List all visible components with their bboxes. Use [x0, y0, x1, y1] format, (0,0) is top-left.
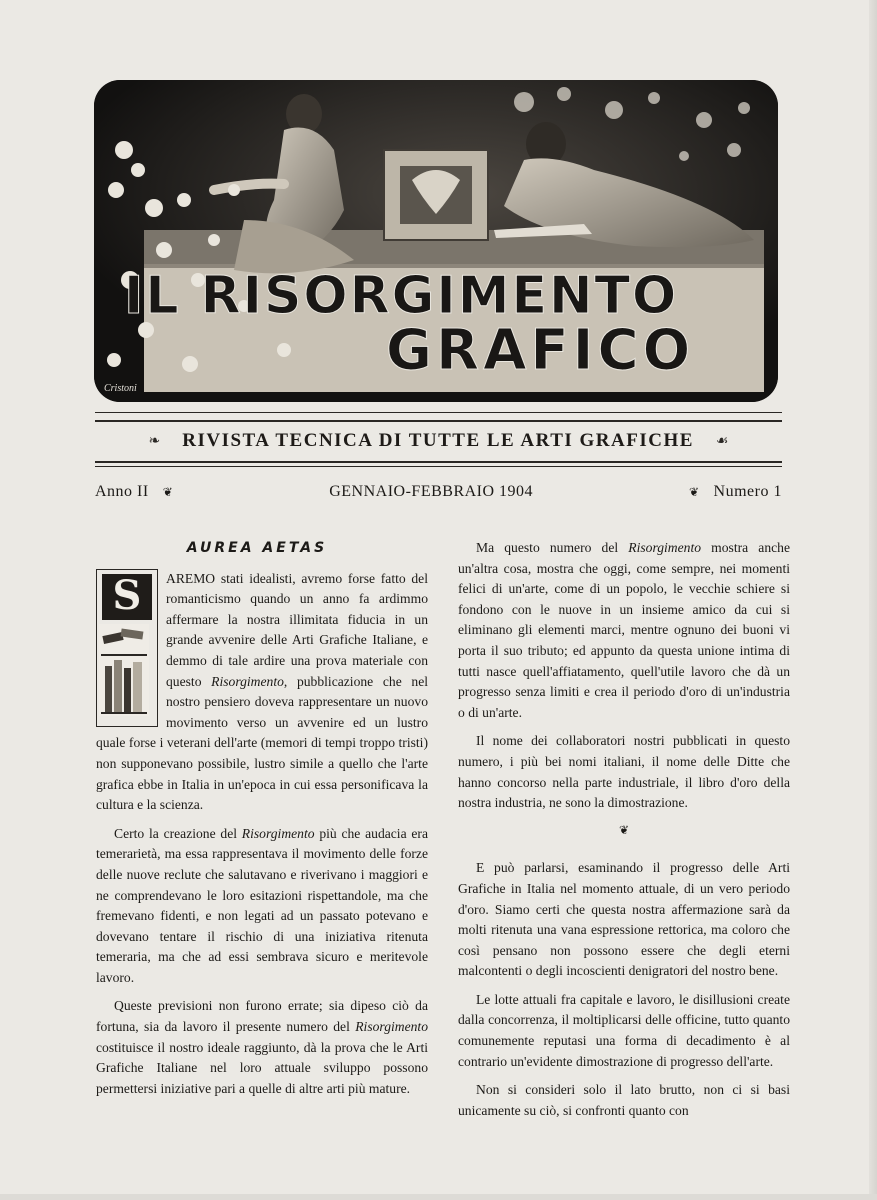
subtitle-bar: [95, 424, 782, 458]
subtitle-rule-bottom: [95, 461, 782, 463]
subtitle: RIVISTA TECNICA DI TUTTE LE ARTI GRAFICHE: [182, 430, 694, 451]
paragraph-4-text-a: Ma questo numero del: [476, 540, 629, 555]
paragraph-1-lead: AREMO: [166, 570, 216, 586]
paragraph-2-text-b: più che audacia era temerarietà, ma essa rappresentava il movimento delle forze delle nuove reclute che salutavano e riverivano i maggiori e ne comprendevano le loro esitazioni rispettandole, ma che fremevano fidenti, e non legati ad un passato potevano e dovevano tentare il rischio di una iniziativa ritenuta temeraria, ma che ad essi sembrava sicuro e meritevole lavoro.: [96, 825, 428, 985]
paragraph-1-text-b: , pubblicazione che nel nostro pensiero doveva rappresentare un nuovo movimento verso un avvenire ed un lustro quale forse i veterani dell'arte (memori di tempi troppo tristi) non supponevano possibile, lustro simile a quello che l'arte grafica ebbe in Italia in un'epoca in cui essa personificava la cultura e la scienza.: [96, 673, 429, 813]
subtitle-rule-thin: [95, 466, 782, 467]
artist-signature: Cristoni: [104, 383, 137, 394]
leaf-ornament-icon: ❦: [688, 484, 700, 499]
paragraph-2-emphasis: Risorgimento: [241, 825, 315, 841]
article-column-right: [458, 538, 790, 1121]
paragraph-4-emphasis: Risorgimento: [628, 540, 702, 555]
paragraph-1-text-a: stati idealisti, avremo forse fatto del romanticismo quando un anno fa ardimmo affermare la nostra illimitata fiducia in un grande avvenire delle Arti Grafiche Italiane, e demmo di tale ardire una prova materiale con questo: [166, 570, 428, 689]
paragraph-1-emphasis: Risorgimento: [211, 673, 284, 689]
paragraph-3: [96, 996, 428, 1099]
paragraph-6: E può parlarsi, esaminando il progresso delle Arti Grafiche in Italia nel momento attuale, di un vero periodo d'oro. Siamo certi che questa nostra affermazione sarà da molti ritenuta una vana espressione rettorica, ma coloro che così pensano non possono essere che degli eterni malcontenti o degli incoscienti denigratori del nostro bene.: [458, 860, 790, 979]
subtitle-rule-top: [95, 420, 782, 422]
page-edge: [869, 0, 877, 1200]
issue-number: Numero 1: [713, 483, 782, 500]
issue-date: GENNAIO-FEBBRAIO 1904: [329, 483, 534, 500]
dropcap-letter: S: [102, 574, 152, 620]
issue-year: Anno II: [95, 483, 149, 500]
paragraph-5: Il nome dei collaboratori nostri pubblicati in questo numero, i più bei nomi italiani, il nome delle Ditte che hanno concorso nella parte industriale, il libro d'oro della nostra industria, ne sono la dimostrazione.: [458, 733, 790, 811]
paragraph-4-text-b: mostra anche un'altra cosa, mostra che oggi, come sempre, nei momenti felici di un'arte, come di un popolo, le vecchie schiere si fondono con le nuove in un insieme amico da cui si eliminano gli elementi marci, mentre ognuno dei buoni vi porta il suo tributo; ed appunto da questa unione intima di tutti nasce quell'affiatamento, quell'utile lavoro che dà un progresso senza limiti e crea il periodo d'oro di un'industria o di un'arte.: [458, 540, 790, 720]
masthead-title-line1: IL RISORGIMENTO: [124, 266, 679, 326]
paragraph-3-text-b: costituisce il nostro ideale raggiunto, dà la prova che le Arti Grafiche Italiane nel loro attuale sviluppo possono permettersi iniziative pari a quelle di altre arti più mature.: [96, 1039, 428, 1096]
issue-info-row: [95, 480, 782, 504]
top-rule: [95, 412, 782, 413]
paragraph-2-text-a: Certo la creazione del: [114, 825, 242, 841]
masthead-title: [94, 80, 778, 402]
page-edge-bottom: [0, 1194, 877, 1200]
dropcap-illustration: [96, 569, 158, 727]
paragraph-4: [458, 538, 790, 723]
section-separator-leaf-icon: ❦: [618, 822, 630, 837]
ornament-left-icon: ❧: [148, 433, 161, 449]
paragraph-8: Non si consideri solo il lato brutto, non ci si basi unicamente su ciò, si confronti quanto con: [458, 1082, 790, 1118]
paragraph-3-emphasis: Risorgimento: [355, 1019, 428, 1035]
ornament-right-icon: ☙: [715, 433, 729, 449]
article-title: AUREA AETAS: [186, 540, 328, 556]
books-icon: [99, 624, 149, 716]
masthead-illustration: [94, 80, 778, 402]
leaf-ornament-icon: ❦: [162, 484, 174, 499]
article-column-left: [96, 538, 428, 1099]
paragraph-3-text-a: Queste previsioni non furono errate; sia dipeso ciò da fortuna, sia da lavoro il presente numero del: [96, 998, 428, 1035]
masthead-title-line2: GRAFICO: [386, 318, 695, 383]
paragraph-7: Le lotte attuali fra capitale e lavoro, le disillusioni create dalla concorrenza, il moltiplicarsi delle officine, tutto quanto comunemente reputasi una forma di decadimento è al contrario un'evidente dimostrazione di progresso dell'arte.: [458, 991, 790, 1069]
paragraph-2: [96, 824, 428, 989]
